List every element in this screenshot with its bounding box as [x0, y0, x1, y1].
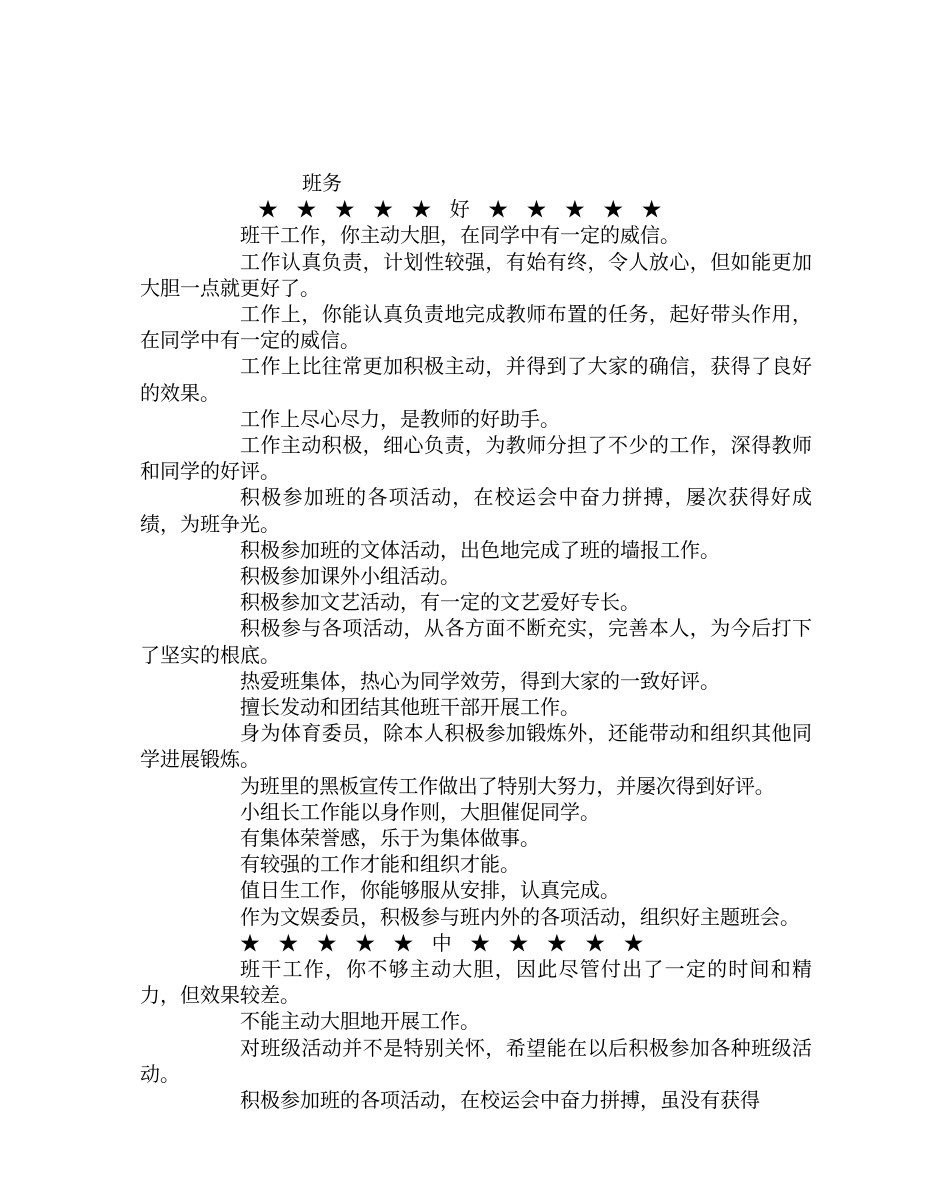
- paragraph: 工作上尽心尽力，是教师的好助手。: [240, 406, 560, 431]
- paragraph: 工作主动积极，细心负责，为教师分担了不少的工作，深得教师和同学的好评。: [140, 433, 812, 484]
- paragraph: 积极参加课外小组活动。: [240, 564, 460, 589]
- paragraph: 班干工作，你不够主动大胆，因此尽管付出了一定的时间和精力，但效果较差。: [140, 957, 812, 1008]
- paragraph: 值日生工作，你能够服从安排，认真完成。: [240, 878, 620, 903]
- paragraph: 作为文娱委员，积极参与班内外的各项活动，组织好主题班会。: [240, 904, 800, 929]
- paragraph: 工作上比往常更加积极主动，并得到了大家的确信，获得了良好的效果。: [140, 354, 812, 405]
- paragraph: 身为体育委员，除本人积极参加锻炼外，还能带动和组织其他同学进展锻炼。: [140, 721, 812, 772]
- paragraph: 工作上，你能认真负责地完成教师布置的任务，起好带头作用，在同学中有一定的威信。: [140, 301, 812, 353]
- paragraph: 班干工作，你主动大胆，在同学中有一定的威信。: [240, 223, 680, 248]
- paragraph: 积极参与各项活动，从各方面不断充实，完善本人，为今后打下了坚实的根底。: [140, 616, 812, 667]
- document-body: [140, 170, 812, 1113]
- paragraph: 积极参加班的文体活动，出色地完成了班的墙报工作。: [240, 537, 720, 562]
- paragraph: 积极参加班的各项活动，在校运会中奋力拼搏，虽没有获得: [240, 1088, 760, 1113]
- section-heading-medium: ★ ★ ★ ★ ★ 中 ★ ★ ★ ★ ★: [240, 930, 650, 955]
- paragraph: 对班级活动并不是特别关怀，希望能在以后积极参加各种班级活动。: [140, 1035, 812, 1086]
- paragraph: 工作认真负责，计划性较强，有始有终，令人放心，但如能更加大胆一点就更好了。: [140, 249, 812, 300]
- section-heading-good: ★ ★ ★ ★ ★ 好 ★ ★ ★ ★ ★: [258, 197, 668, 222]
- document-title: 班务: [302, 171, 342, 195]
- paragraph: 有较强的工作才能和组织才能。: [240, 852, 520, 877]
- paragraph: 小组长工作能以身作则，大胆催促同学。: [240, 799, 600, 824]
- paragraph: 不能主动大胆地开展工作。: [240, 1009, 480, 1034]
- paragraph: 热爱班集体，热心为同学效劳，得到大家的一致好评。: [240, 668, 720, 693]
- paragraph: 积极参加文艺活动，有一定的文艺爱好专长。: [240, 590, 640, 615]
- paragraph: 擅长发动和团结其他班干部开展工作。: [240, 695, 580, 720]
- paragraph: 积极参加班的各项活动，在校运会中奋力拼搏，屡次获得好成绩，为班争光。: [140, 485, 812, 536]
- paragraph: 为班里的黑板宣传工作做出了特别大努力，并屡次得到好评。: [240, 773, 775, 798]
- paragraph: 有集体荣誉感，乐于为集体做事。: [240, 826, 540, 851]
